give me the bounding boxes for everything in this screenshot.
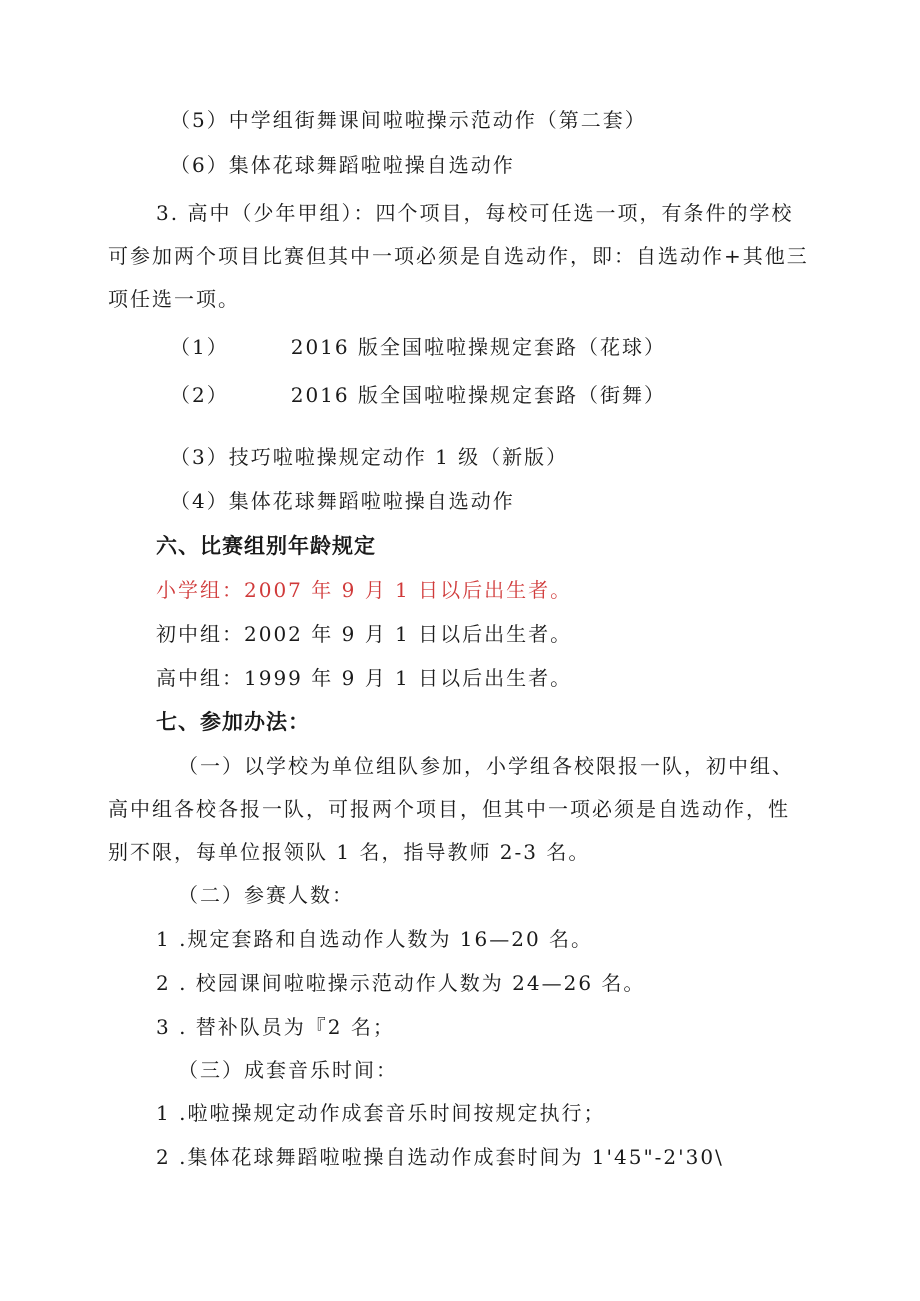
age-junior-line: 初中组：2002 年 9 月 1 日以后出生者。: [156, 622, 573, 646]
participation-para-line2: 高中组各校各报一队，可报两个项目，但其中一项必须是自选动作，性: [108, 797, 790, 821]
music-time-item-1: 1 .啦啦操规定动作成套音乐时间按规定执行；: [156, 1101, 606, 1125]
age-primary-line: 小学组：2007 年 9 月 1 日以后出生者。: [156, 578, 573, 602]
item-6-line: （6）集体花球舞蹈啦啦操自选动作: [170, 153, 515, 177]
section-6-heading: 六、比赛组别年龄规定: [156, 534, 376, 558]
music-time-item-2: 2 .集体花球舞蹈啦啦操自选动作成套时间为 1'45"-2'30\: [156, 1145, 724, 1169]
age-senior-line: 高中组：1999 年 9 月 1 日以后出生者。: [156, 666, 573, 690]
participation-para-line3: 别不限，每单位报领队 1 名，指导教师 2-3 名。: [108, 840, 591, 864]
high-school-intro-line2: 可参加两个项目比赛但其中一项必须是自选动作，即：自选动作+其他三: [108, 244, 809, 268]
section-7-heading: 七、参加办法：: [156, 710, 310, 734]
participants-item-1: 1 .规定套路和自选动作人数为 16—20 名。: [156, 927, 594, 951]
hs-item-2-line: [170, 381, 666, 409]
hs-item-2-number: （2）: [170, 383, 229, 407]
hs-item-1-text: 2016 版全国啦啦操规定套路（花球）: [290, 335, 666, 359]
hs-item-1-line: [170, 333, 666, 361]
participants-item-2: 2 . 校园课间啦啦操示范动作人数为 24—26 名。: [156, 971, 646, 995]
high-school-intro-line1: 3. 高中（少年甲组）：四个项目，每校可任选一项，有条件的学校: [156, 201, 794, 225]
high-school-intro-line3: 项任选一项。: [108, 287, 240, 311]
participants-heading: （二）参赛人数：: [178, 883, 354, 907]
music-time-heading: （三）成套音乐时间：: [178, 1058, 398, 1082]
participation-para-line1: （一）以学校为单位组队参加，小学组各校限报一队，初中组、: [178, 754, 794, 778]
participants-item-3: 3 . 替补队员为『2 名；: [156, 1015, 395, 1039]
item-5-line: （5）中学组街舞课间啦啦操示范动作（第二套）: [170, 108, 647, 132]
hs-item-4-line: （4）集体花球舞蹈啦啦操自选动作: [170, 489, 515, 513]
hs-item-2-text: 2016 版全国啦啦操规定套路（街舞）: [290, 383, 666, 407]
hs-item-3-line: （3）技巧啦啦操规定动作 1 级（新版）: [170, 445, 569, 469]
hs-item-1-number: （1）: [170, 335, 229, 359]
